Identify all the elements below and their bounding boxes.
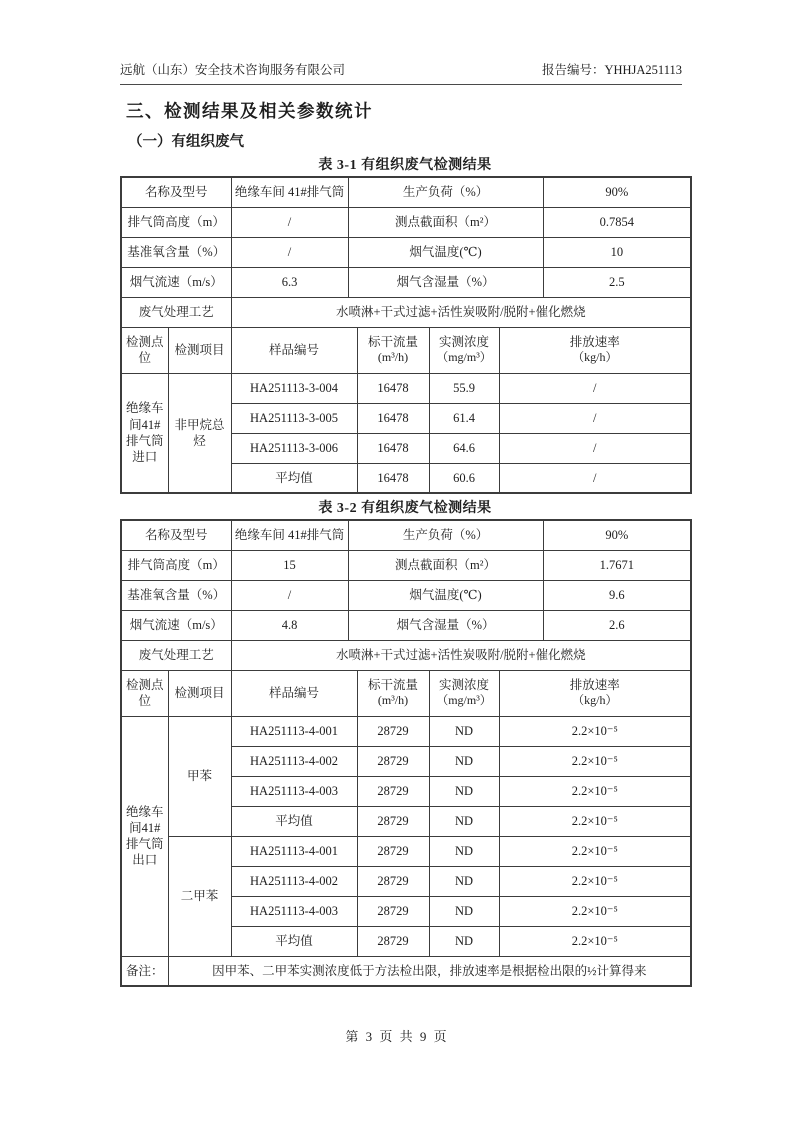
- conc-cell: 64.6: [429, 433, 499, 463]
- conc-cell: ND: [429, 806, 499, 836]
- info-label: 测点截面积（m²）: [348, 550, 543, 580]
- info-value: 4.8: [231, 610, 348, 640]
- table-header-row: [121, 327, 691, 373]
- company-name: 远航（山东）安全技术咨询服务有限公司: [120, 63, 346, 77]
- sample-id-cell: 平均值: [231, 463, 357, 493]
- info-value: 0.7854: [543, 207, 691, 237]
- col-header-item: 检测项目: [168, 327, 231, 373]
- sample-id-cell: 平均值: [231, 806, 357, 836]
- sample-id-cell: HA251113-4-003: [231, 896, 357, 926]
- process-label: 废气处理工艺: [121, 297, 231, 327]
- info-label: 烟气流速（m/s）: [121, 267, 231, 297]
- flow-cell: 16478: [357, 403, 429, 433]
- info-value: 2.6: [543, 610, 691, 640]
- info-value: 绝缘车间 41#排气筒: [231, 520, 348, 550]
- flow-cell: 16478: [357, 463, 429, 493]
- location-cell: 绝缘车间41#排气筒进口: [121, 373, 168, 493]
- flow-cell: 28729: [357, 806, 429, 836]
- info-label: 名称及型号: [121, 520, 231, 550]
- rate-cell: 2.2×10⁻⁵: [499, 716, 691, 746]
- col-header-rate: 排放速率 （kg/h）: [499, 670, 691, 716]
- col-header-item: 检测项目: [168, 670, 231, 716]
- table2: [120, 519, 692, 987]
- table-row: [121, 550, 691, 580]
- info-label: 排气筒高度（m）: [121, 550, 231, 580]
- info-label: 基准氧含量（%）: [121, 237, 231, 267]
- flow-cell: 28729: [357, 866, 429, 896]
- info-value: 90%: [543, 520, 691, 550]
- item-cell: 非甲烷总烃: [168, 373, 231, 493]
- sample-id-cell: HA251113-4-001: [231, 836, 357, 866]
- info-value: 6.3: [231, 267, 348, 297]
- info-label: 烟气流速（m/s）: [121, 610, 231, 640]
- table-row: [121, 716, 691, 746]
- sample-id-cell: HA251113-3-005: [231, 403, 357, 433]
- page-footer: 第 3 页 共 9 页: [345, 1029, 449, 1044]
- section-title: 三、检测结果及相关参数统计: [126, 101, 373, 121]
- sample-id-cell: HA251113-4-003: [231, 776, 357, 806]
- info-value: /: [231, 237, 348, 267]
- table-row: [121, 267, 691, 297]
- table-row: [121, 177, 691, 207]
- info-label: 生产负荷（%）: [348, 177, 543, 207]
- info-label: 烟气温度(℃): [348, 237, 543, 267]
- conc-cell: 55.9: [429, 373, 499, 403]
- info-label: 烟气含湿量（%）: [348, 267, 543, 297]
- flow-cell: 28729: [357, 836, 429, 866]
- info-value: 90%: [543, 177, 691, 207]
- rate-cell: 2.2×10⁻⁵: [499, 896, 691, 926]
- sample-id-cell: HA251113-4-001: [231, 716, 357, 746]
- table-row: [121, 373, 691, 403]
- conc-cell: ND: [429, 746, 499, 776]
- table1-caption: 表 3-1 有组织废气检测结果: [318, 158, 492, 173]
- info-value: /: [231, 207, 348, 237]
- flow-cell: 28729: [357, 896, 429, 926]
- remark-text: 因甲苯、二甲苯实测浓度低于方法检出限，排放速率是根据检出限的½计算得来: [168, 956, 691, 986]
- col-header-rate: 排放速率 （kg/h）: [499, 327, 691, 373]
- flow-cell: 16478: [357, 373, 429, 403]
- item-cell: 甲苯: [168, 716, 231, 836]
- rate-cell: 2.2×10⁻⁵: [499, 836, 691, 866]
- table-row: [121, 610, 691, 640]
- flow-cell: 16478: [357, 433, 429, 463]
- table-row: [121, 956, 691, 986]
- table-row: [121, 207, 691, 237]
- flow-cell: 28729: [357, 746, 429, 776]
- flow-cell: 28729: [357, 776, 429, 806]
- conc-cell: ND: [429, 926, 499, 956]
- table-row: [121, 520, 691, 550]
- report-number: [542, 60, 682, 78]
- process-value: 水喷淋+干式过滤+活性炭吸附/脱附+催化燃烧: [231, 297, 691, 327]
- rate-cell: /: [499, 373, 691, 403]
- process-label: 废气处理工艺: [121, 640, 231, 670]
- col-header-point: 检测点位: [121, 670, 168, 716]
- process-value: 水喷淋+干式过滤+活性炭吸附/脱附+催化燃烧: [231, 640, 691, 670]
- conc-cell: 60.6: [429, 463, 499, 493]
- item-cell: 二甲苯: [168, 836, 231, 956]
- sample-id-cell: HA251113-4-002: [231, 866, 357, 896]
- rate-cell: /: [499, 463, 691, 493]
- table-row: [121, 836, 691, 866]
- info-label: 测点截面积（m²）: [348, 207, 543, 237]
- rate-cell: 2.2×10⁻⁵: [499, 746, 691, 776]
- conc-cell: ND: [429, 716, 499, 746]
- info-value: 绝缘车间 41#排气筒: [231, 177, 348, 207]
- info-value: 9.6: [543, 580, 691, 610]
- table1: [120, 176, 692, 494]
- flow-cell: 28729: [357, 716, 429, 746]
- table-row: [121, 640, 691, 670]
- table2-caption: 表 3-2 有组织废气检测结果: [318, 501, 492, 516]
- conc-cell: 61.4: [429, 403, 499, 433]
- info-label: 名称及型号: [121, 177, 231, 207]
- report-number-label: 报告编号：: [541, 63, 605, 77]
- col-header-sample: 样品编号: [231, 327, 357, 373]
- rate-cell: 2.2×10⁻⁵: [499, 776, 691, 806]
- rate-cell: 2.2×10⁻⁵: [499, 806, 691, 836]
- document-header: [120, 60, 682, 85]
- info-label: 基准氧含量（%）: [121, 580, 231, 610]
- sample-id-cell: 平均值: [231, 926, 357, 956]
- remark-label: 备注：: [121, 956, 168, 986]
- rate-cell: 2.2×10⁻⁵: [499, 866, 691, 896]
- rate-cell: 2.2×10⁻⁵: [499, 926, 691, 956]
- conc-cell: ND: [429, 776, 499, 806]
- rate-cell: /: [499, 433, 691, 463]
- flow-cell: 28729: [357, 926, 429, 956]
- location-cell: 绝缘车间41#排气筒出口: [121, 716, 168, 956]
- conc-cell: ND: [429, 866, 499, 896]
- info-label: 排气筒高度（m）: [121, 207, 231, 237]
- info-value: 1.7671: [543, 550, 691, 580]
- info-label: 烟气温度(℃): [348, 580, 543, 610]
- table-header-row: [121, 670, 691, 716]
- col-header-conc: 实测浓度 （mg/m³）: [429, 670, 499, 716]
- conc-cell: ND: [429, 836, 499, 866]
- info-label: 生产负荷（%）: [348, 520, 543, 550]
- rate-cell: /: [499, 403, 691, 433]
- report-number-value: YHHJA251113: [604, 63, 682, 77]
- info-label: 烟气含湿量（%）: [348, 610, 543, 640]
- conc-cell: ND: [429, 896, 499, 926]
- col-header-conc: 实测浓度 （mg/m³）: [429, 327, 499, 373]
- subsection-title: （一）有组织废气: [128, 134, 244, 150]
- info-value: 10: [543, 237, 691, 267]
- info-value: 15: [231, 550, 348, 580]
- col-header-point: 检测点位: [121, 327, 168, 373]
- table-row: [121, 237, 691, 267]
- table-row: [121, 297, 691, 327]
- col-header-flow: 标干流量 (m³/h): [357, 670, 429, 716]
- info-value: 2.5: [543, 267, 691, 297]
- sample-id-cell: HA251113-3-004: [231, 373, 357, 403]
- table-row: [121, 580, 691, 610]
- sample-id-cell: HA251113-4-002: [231, 746, 357, 776]
- sample-id-cell: HA251113-3-006: [231, 433, 357, 463]
- col-header-flow: 标干流量 (m³/h): [357, 327, 429, 373]
- col-header-sample: 样品编号: [231, 670, 357, 716]
- info-value: /: [231, 580, 348, 610]
